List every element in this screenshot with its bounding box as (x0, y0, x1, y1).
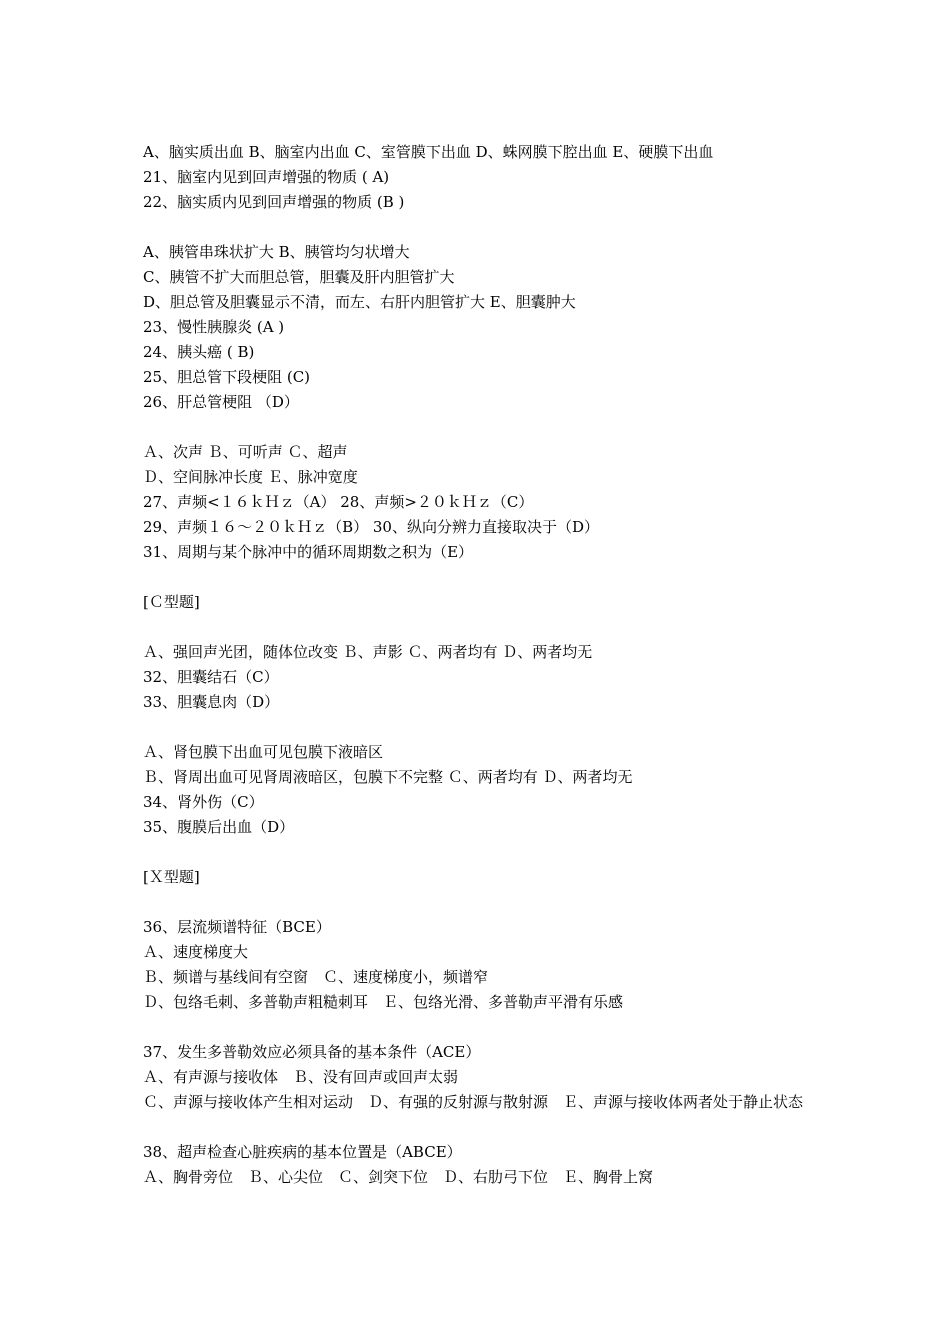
question-27-28: 27、声频<１６ｋＨｚ（A） 28、声频>２０ｋＨｚ（C） (143, 493, 534, 511)
question-35: 35、腹膜后出血（D） (143, 818, 295, 836)
options-line: Ａ、次声 Ｂ、可听声 Ｃ、超声 (143, 443, 348, 461)
question-21: 21、脑室内见到回声增强的物质 ( A) (143, 168, 390, 186)
spacer (143, 215, 823, 240)
options-line: Ｃ、声源与接收体产生相对运动 Ｄ、有强的反射源与散射源 Ｅ、声源与接收体两者处于静止状态 (143, 1093, 804, 1111)
question-23: 23、慢性胰腺炎 (A ) (143, 318, 285, 336)
question-block-brain-hemorrhage (143, 140, 823, 215)
question-26: 26、肝总管梗阻 （D） (143, 393, 299, 411)
section-heading-c-type: [Ｃ型题] (143, 593, 200, 611)
options-line: Ｂ、频谱与基线间有空窗 Ｃ、速度梯度小，频谱窄 (143, 968, 489, 986)
options-line: Ａ、强回声光团，随体位改变 Ｂ、声影 Ｃ、两者均有 Ｄ、两者均无 (143, 643, 593, 661)
question-block-pancreas (143, 240, 823, 415)
options-line: Ａ、速度梯度大 (143, 943, 249, 961)
question-36: 36、层流频谱特征（BCE） (143, 918, 331, 936)
options-line: D、胆总管及胆囊显示不清，而左、右肝内胆管扩大 E、胆囊肿大 (143, 293, 576, 311)
spacer (143, 615, 823, 640)
question-32: 32、胆囊结石（C） (143, 668, 279, 686)
question-block-37 (143, 1040, 823, 1115)
options-line: C、胰管不扩大而胆总管，胆囊及肝内胆管扩大 (143, 268, 455, 286)
options-line: Ａ、有声源与接收体 Ｂ、没有回声或回声太弱 (143, 1068, 459, 1086)
question-25: 25、胆总管下段梗阻 (C) (143, 368, 311, 386)
question-block-36 (143, 915, 823, 1015)
options-line: Ｂ、肾周出血可见肾周液暗区，包膜下不完整 Ｃ、两者均有 Ｄ、两者均无 (143, 768, 633, 786)
spacer (143, 890, 823, 915)
options-line: Ｄ、空间脉冲长度 Ｅ、脉冲宽度 (143, 468, 358, 486)
question-34: 34、肾外伤（C） (143, 793, 264, 811)
question-31: 31、周期与某个脉冲中的循环周期数之积为（E） (143, 543, 474, 561)
options-line: Ａ、胸骨旁位 Ｂ、心尖位 Ｃ、剑突下位 Ｄ、右肋弓下位 Ｅ、胸骨上窝 (143, 1168, 654, 1186)
spacer (143, 1015, 823, 1040)
spacer (143, 565, 823, 590)
spacer (143, 1115, 823, 1140)
spacer (143, 715, 823, 740)
spacer (143, 840, 823, 865)
question-29-30: 29、声频１６～２０ｋＨｚ（B） 30、纵向分辨力直接取决于（D） (143, 518, 599, 536)
question-37: 37、发生多普勒效应必须具备的基本条件（ACE） (143, 1043, 481, 1061)
question-38: 38、超声检查心脏疾病的基本位置是（ABCE） (143, 1143, 462, 1161)
options-line: A、胰管串珠状扩大 B、胰管均匀状增大 (143, 243, 410, 261)
options-line: A、脑实质出血 B、脑室内出血 C、室管膜下出血 D、蛛网膜下腔出血 E、硬膜下出血 (143, 143, 714, 161)
spacer (143, 415, 823, 440)
question-block-gallbladder (143, 640, 823, 715)
document-page (143, 140, 823, 1190)
question-block-sound (143, 440, 823, 565)
section-heading-x-type: [Ｘ型题] (143, 868, 200, 886)
question-33: 33、胆囊息肉（D） (143, 693, 280, 711)
question-block-38 (143, 1140, 823, 1190)
question-block-kidney (143, 740, 823, 840)
options-line: Ａ、肾包膜下出血可见包膜下液暗区 (143, 743, 384, 761)
question-24: 24、胰头癌 ( B) (143, 343, 255, 361)
options-line: Ｄ、包络毛刺、多普勒声粗糙刺耳 Ｅ、包络光滑、多普勒声平滑有乐感 (143, 993, 624, 1011)
question-22: 22、脑实质内见到回声增强的物质 (B ) (143, 193, 405, 211)
